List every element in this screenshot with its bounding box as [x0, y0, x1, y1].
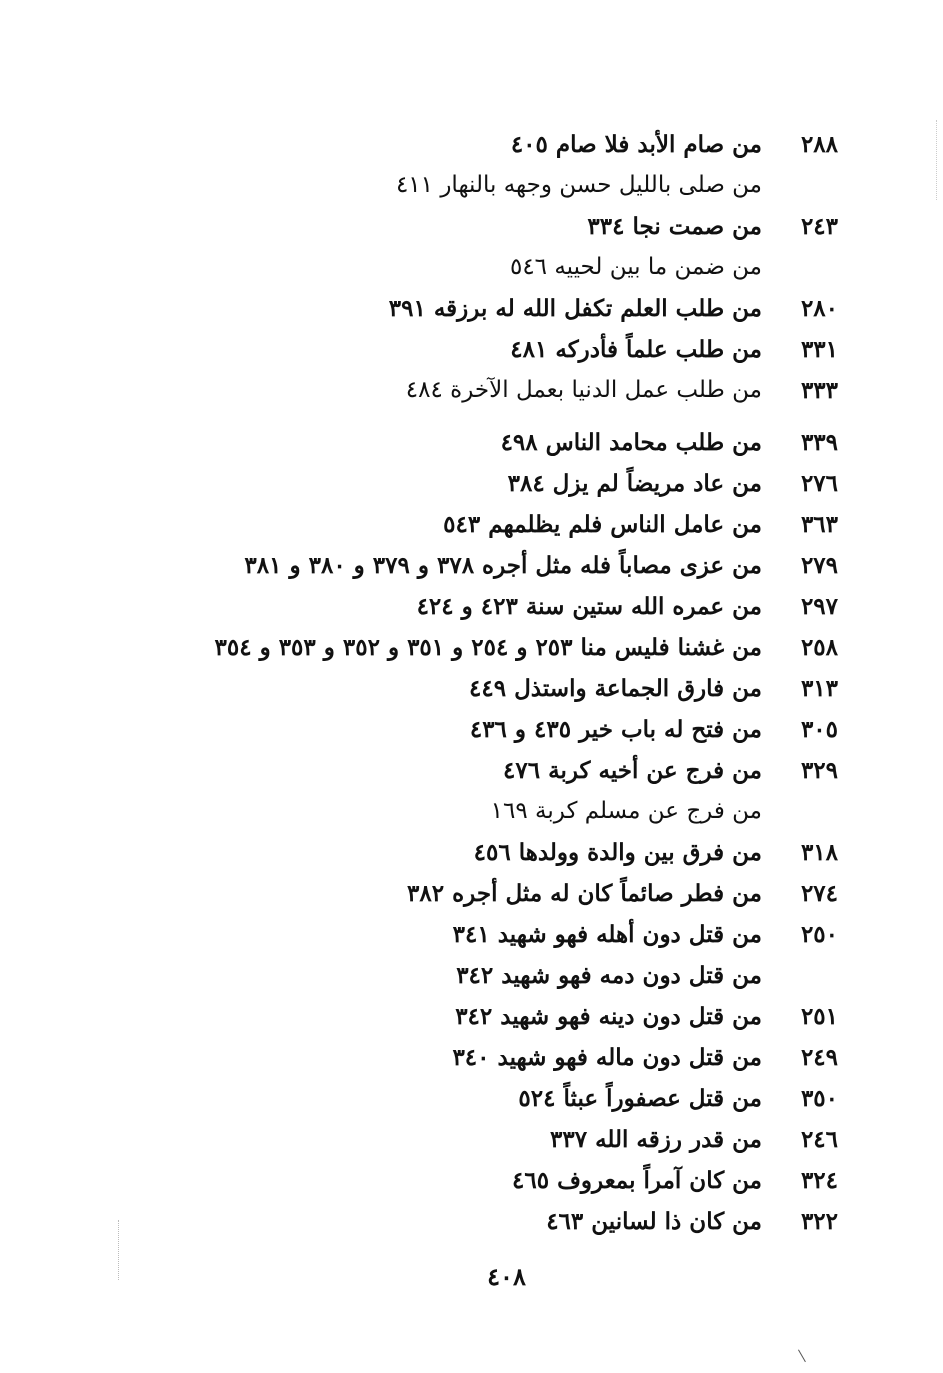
index-entry: [140, 750, 860, 791]
index-entry: [140, 370, 860, 411]
entry-number: ٢٨٠: [800, 295, 838, 322]
entry-number: ٢٤٩: [800, 1044, 838, 1071]
entry-number: ٣٥٠: [800, 1085, 838, 1112]
index-entry: [140, 247, 860, 288]
index-entry: [140, 668, 860, 709]
entry-text: من عاد مريضاً لم يزل ٣٨٤: [507, 470, 762, 497]
entry-text: من كان آمراً بمعروف ٤٦٥: [512, 1167, 762, 1194]
entry-text: من قتل دون دينه فهو شهيد ٣٤٢: [455, 1003, 762, 1030]
entry-text: من طلب محامد الناس ٤٩٨: [500, 429, 762, 456]
page-number: ٤٠٨: [487, 1262, 526, 1291]
index-entry: [140, 873, 860, 914]
entry-text: من قتل دون دمه فهو شهيد ٣٤٢: [456, 962, 762, 989]
entry-text: من صمت نجا ٣٣٤: [587, 213, 762, 240]
entry-text: من قتل دون ماله فهو شهيد ٣٤٠: [452, 1044, 762, 1071]
index-entry: [140, 955, 860, 996]
entry-text: من طلب عمل الدنيا بعمل الآخرة ٤٨٤: [405, 377, 762, 403]
entry-text: من فرج عن مسلم كربة ١٦٩: [490, 798, 762, 824]
entry-text: من ضمن ما بين لحييه ٥٤٦: [509, 254, 762, 280]
index-entry: [140, 586, 860, 627]
index-entry: [140, 832, 860, 873]
entry-text: من كان ذا لسانين ٤٦٣: [546, 1208, 762, 1235]
entry-text: من طلب العلم تكفل الله له برزقه ٣٩١: [388, 295, 762, 322]
entry-text: من فارق الجماعة واستذل ٤٤٩: [469, 675, 762, 702]
entry-text: من فطر صائماً كان له مثل أجره ٣٨٢: [407, 880, 762, 907]
entry-number: ٢٥٠: [800, 921, 838, 948]
entry-text: من عمره الله ستين سنة ٤٢٣ و ٤٢٤: [416, 593, 762, 620]
index-entry: [140, 1078, 860, 1119]
entry-number: ٢٥١: [800, 1003, 838, 1030]
index-entry: [140, 206, 860, 247]
entry-number: ٣١٣: [800, 675, 838, 702]
scan-edge-mark: [118, 1220, 120, 1280]
scan-edge-mark: [936, 120, 938, 200]
entry-number: ٣٦٣: [800, 511, 838, 538]
index-entry: [140, 1037, 860, 1078]
entry-text: من قتل عصفوراً عبثاً ٥٢٤: [518, 1085, 762, 1112]
entry-number: ٣٢٩: [800, 757, 838, 784]
entry-number: ٣١٨: [800, 839, 838, 866]
entry-text: من فرق بين والدة وولدها ٤٥٦: [473, 839, 762, 866]
index-entry: [140, 627, 860, 668]
entry-number: ٢٧٦: [800, 470, 838, 497]
index-entry: [140, 1119, 860, 1160]
entry-text: من فرج عن أخيه كربة ٤٧٦: [503, 757, 762, 784]
entry-text: من عزى مصاباً فله مثل أجره ٣٧٨ و ٣٧٩ و ٣٨٠ و ٣٨١: [244, 552, 762, 579]
scan-mark: [798, 1346, 813, 1363]
index-entry: [140, 1160, 860, 1201]
entry-text: من قتل دون أهله فهو شهيد ٣٤١: [452, 921, 762, 948]
entry-number: ٢٧٤: [800, 880, 838, 907]
hadith-index-list: [140, 124, 860, 1242]
index-entry: [140, 463, 860, 504]
index-entry: [140, 709, 860, 750]
entry-number: ٣٠٥: [800, 716, 838, 743]
entry-number: ٣٢٢: [800, 1208, 838, 1235]
entry-text: من فتح له باب خير ٤٣٥ و ٤٣٦: [469, 716, 762, 743]
index-entry: [140, 791, 860, 832]
entry-number: ٢٧٩: [800, 552, 838, 579]
entry-number: ٢٤٣: [800, 213, 838, 240]
index-entry: [140, 124, 860, 165]
index-entry: [140, 288, 860, 329]
entry-number: ٣٣٣: [800, 377, 838, 404]
index-entry: [140, 996, 860, 1037]
entry-number: ٣٢٤: [800, 1167, 838, 1194]
index-entry: [140, 422, 860, 463]
entry-text: من غشنا فليس منا ٢٥٣ و ٢٥٤ و ٣٥١ و ٣٥٢ و ٣٥٣ و ٣٥٤: [214, 634, 762, 661]
entry-number: ٢٥٨: [800, 634, 838, 661]
index-entry: [140, 504, 860, 545]
entry-text: من عامل الناس فلم يظلمهم ٥٤٣: [443, 511, 762, 538]
entry-number: ٢٩٧: [800, 593, 838, 620]
entry-number: ٢٨٨: [800, 131, 838, 158]
entry-number: ٣٣١: [800, 336, 838, 363]
index-entry: [140, 545, 860, 586]
index-entry: [140, 329, 860, 370]
entry-text: من صام الأبد فلا صام ٤٠٥: [510, 131, 762, 158]
entry-text: من صلى بالليل حسن وجهه بالنهار ٤١١: [395, 172, 762, 198]
index-entry: [140, 1201, 860, 1242]
entry-number: ٣٣٩: [800, 429, 838, 456]
entry-text: من قدر رزقه الله ٣٣٧: [550, 1126, 762, 1153]
index-entry: [140, 914, 860, 955]
entry-number: ٢٤٦: [800, 1126, 838, 1153]
index-entry: [140, 165, 860, 206]
entry-text: من طلب علماً فأدركه ٤٨١: [510, 336, 762, 363]
